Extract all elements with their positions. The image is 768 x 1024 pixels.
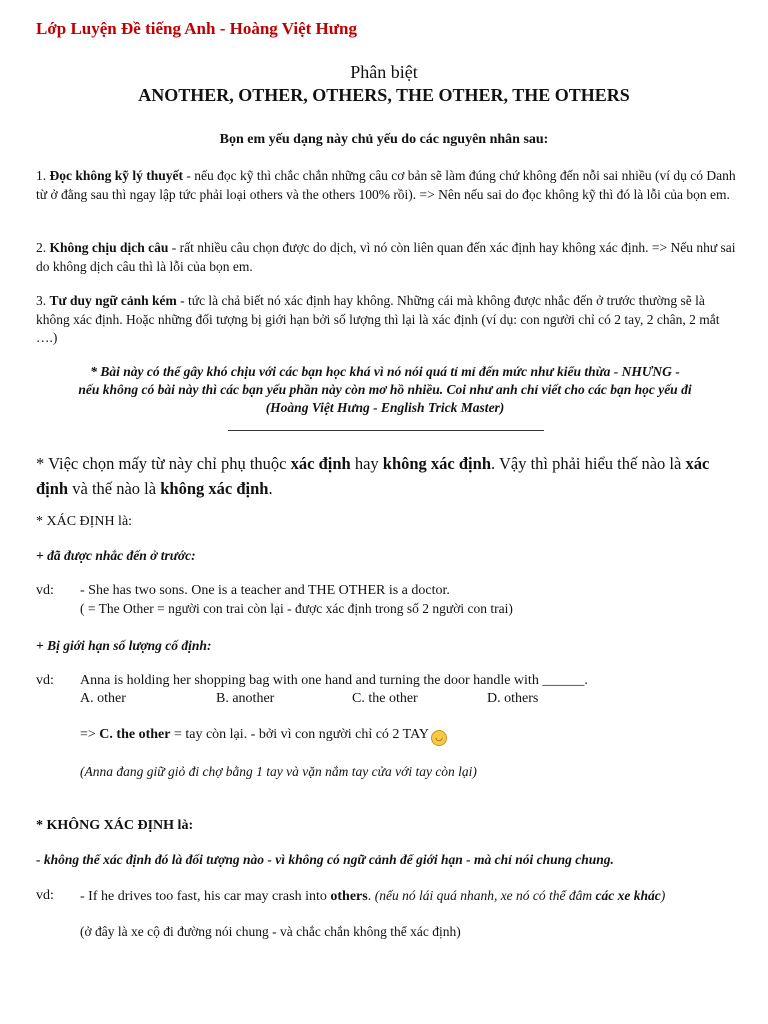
note-line-3: (Hoàng Việt Hưng - English Trick Master)	[265, 400, 505, 415]
xac-dinh-sub-1: + đã được nhắc đến ở trước:	[36, 548, 196, 563]
main-statement-bold: xác định	[290, 454, 351, 473]
example-1-line-1: - She has two sons. One is a teacher and THE OTHER is a doctor.	[80, 583, 450, 598]
reason-3-text: - tức là chả biết nó xác định hay không. Những cái mà không được nhắc đến ở trước thường sẽ là không xác định. Hoặc những đối tượng bị giới hạn bởi số lượng thì lại là xác định (ví dụ: con người chỉ có 2 tay, 2 chân, 2 mắt ….)	[36, 293, 720, 345]
intro-line: Bọn em yếu dạng này chủ yếu do các nguyên nhân sau:	[219, 132, 549, 147]
main-statement-part: và thế nào là	[68, 479, 161, 498]
main-statement-bold: không xác định	[160, 479, 269, 498]
main-statement-bold: không xác định	[382, 454, 491, 473]
example-1-line-2: ( = The Other = người con trai còn lại - được xác định trong số 2 người con trai)	[80, 601, 513, 616]
option-a: A. other	[80, 691, 126, 706]
example-3-line-1	[80, 888, 665, 905]
reason-3	[36, 292, 736, 348]
smiley-face-icon: ◡	[431, 730, 447, 746]
answer-explanation: = tay còn lại. - bởi vì con người chỉ có 2 TAY	[170, 727, 430, 742]
example-3-note: (ở đây là xe cộ đi đường nói chung - và chắc chắn không thể xác định)	[80, 924, 461, 939]
example-1-label: vd:	[36, 583, 54, 598]
example-3-translation-end: )	[660, 888, 666, 903]
main-statement-part: .	[268, 479, 273, 498]
note-block	[30, 363, 740, 417]
khong-xac-dinh-sub-1: - không thể xác định đó là đối tượng nào - vì không có ngữ cảnh để giới hạn - mà chỉ nói chung chung.	[36, 852, 614, 867]
reason-2-title: Không chịu dịch câu	[49, 240, 169, 255]
title-line-2: ANOTHER, OTHER, OTHERS, THE OTHER, THE OTHERS	[138, 85, 630, 105]
reason-2-text: - rất nhiều câu chọn được do dịch, vì nó còn liên quan đến xác định hay không xác định. => Nếu như sai do không dịch câu thì là lỗi của bọn em.	[36, 240, 736, 274]
note-line-2: nếu không có bài này thì các bạn yếu phần này còn mơ hồ nhiều. Coi như anh chỉ viết cho các bạn học yếu đi	[78, 382, 692, 397]
answer-prefix: =>	[80, 727, 100, 742]
reason-2-num: 2.	[36, 240, 50, 255]
example-2-label: vd:	[36, 673, 54, 688]
document-header: Lớp Luyện Đề tiếng Anh - Hoàng Việt Hưng	[36, 19, 357, 38]
reason-2	[36, 239, 736, 276]
example-3-label: vd:	[36, 888, 54, 903]
main-statement	[36, 451, 736, 501]
example-3-translation-bold: các xe khác	[595, 888, 661, 903]
example-3-translation-text: (nếu nó lái quá nhanh, xe nó có thể đâm	[374, 888, 596, 903]
title-line-1: Phân biệt	[350, 62, 418, 82]
answer-choice: C. the other	[99, 727, 171, 742]
option-c: C. the other	[352, 691, 418, 706]
reason-1-title: Đọc không kỹ lý thuyết	[49, 168, 184, 183]
option-b: B. another	[216, 691, 275, 706]
section-xac-dinh-heading: * XÁC ĐỊNH là:	[36, 514, 133, 529]
divider-line	[228, 430, 544, 431]
option-d: D. others	[487, 691, 539, 706]
section-khong-xac-dinh-heading: * KHÔNG XÁC ĐỊNH là:	[36, 818, 194, 833]
main-statement-part: . Vậy thì phải hiểu thế nào là	[491, 454, 686, 473]
reason-1	[36, 167, 736, 204]
main-statement-bold: xác định	[36, 454, 710, 498]
reason-3-num: 3.	[36, 293, 50, 308]
main-statement-part: hay	[350, 454, 383, 473]
example-3-text: - If he drives too fast, his car may crash into	[80, 889, 331, 904]
example-3-dot: .	[367, 889, 375, 904]
example-3-translation	[375, 888, 666, 903]
reason-1-num: 1.	[36, 168, 50, 183]
example-2-question: Anna is holding her shopping bag with one hand and turning the door handle with ______.	[80, 673, 588, 688]
example-3-bold: others	[330, 889, 368, 904]
xac-dinh-sub-2: + Bị giới hạn số lượng cố định:	[36, 638, 212, 653]
note-line-1: * Bài này có thể gây khó chịu với các bạn học khá vì nó nói quá tỉ mỉ đến mức như kiểu thừa - NHƯNG -	[90, 364, 680, 379]
reason-1-text: - nếu đọc kỹ thì chắc chắn những câu cơ bản sẽ làm đúng chứ không đến nỗi sai nhiều (ví dụ có Danh từ ở đằng sau thì ngay lập tức phải loại others và the others 100% rồi). => Nên nếu sai do đọc không kỹ thì đó là lỗi của bọn em.	[36, 168, 736, 202]
main-statement-part: * Việc chọn mấy từ này chỉ phụ thuộc	[36, 454, 291, 473]
answer-line	[80, 727, 447, 746]
reason-3-title: Tư duy ngữ cảnh kém	[49, 293, 177, 308]
translation-line: (Anna đang giữ giỏ đi chợ bằng 1 tay và vặn nắm tay cửa với tay còn lại)	[80, 764, 477, 779]
